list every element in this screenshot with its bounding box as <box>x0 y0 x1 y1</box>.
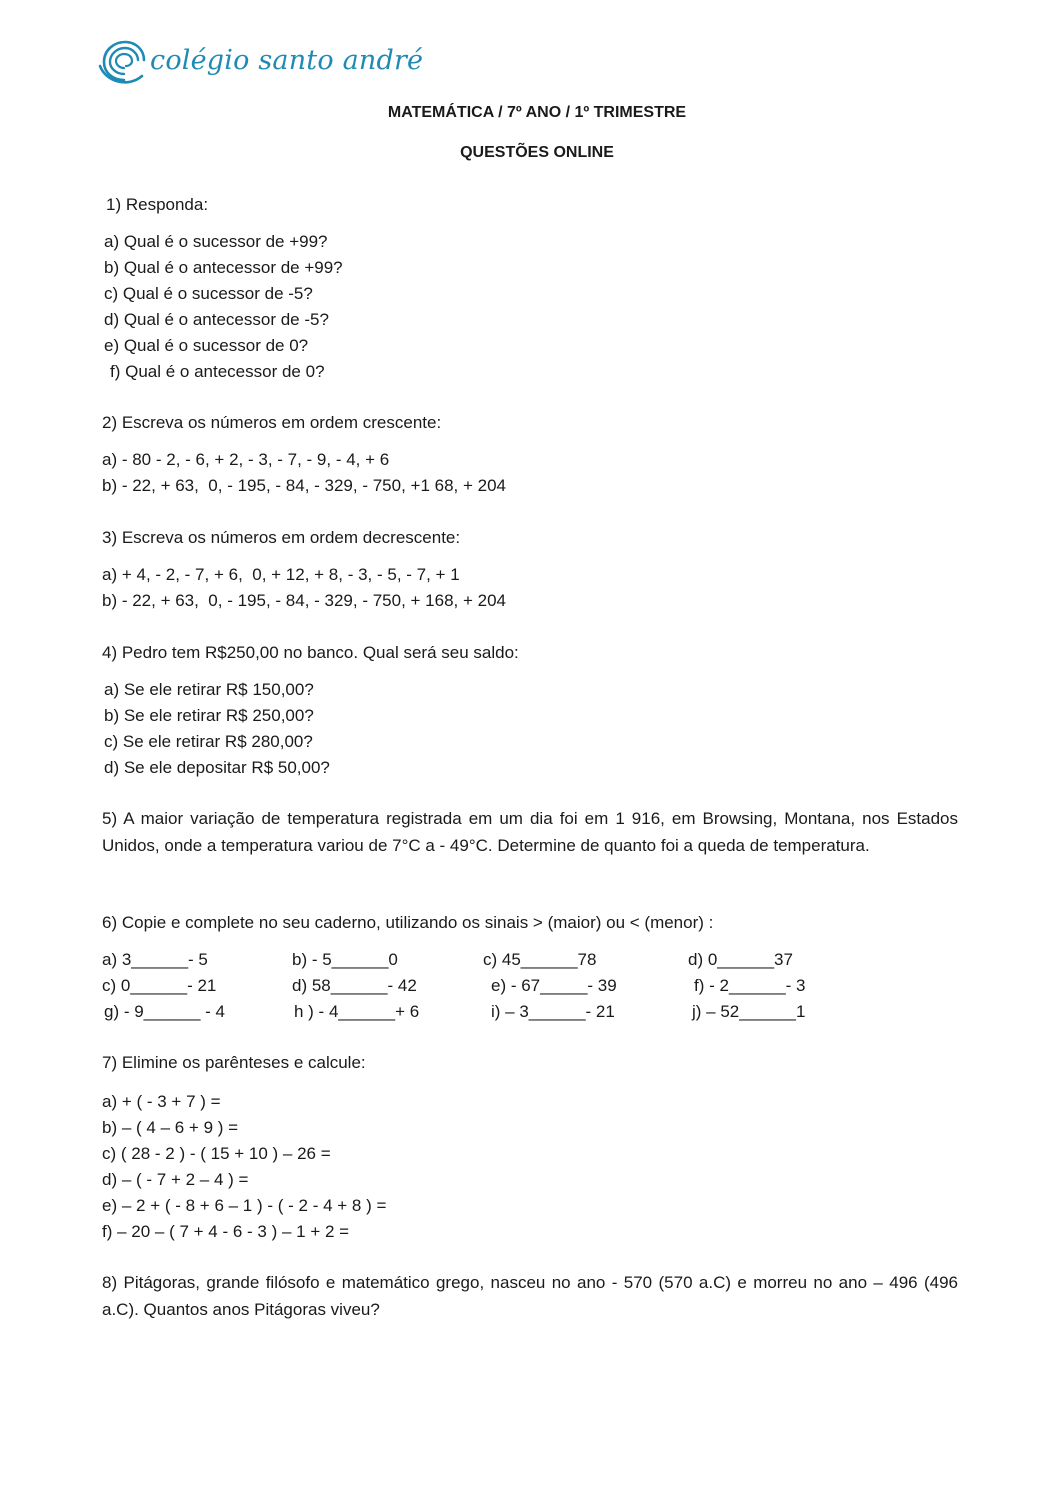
school-name: colégio santo andré <box>150 44 424 76</box>
q6-cell: f) - 2______- 3 <box>694 976 806 995</box>
q7-item-c: c) ( 28 - 2 ) - ( 15 + 10 ) – 26 = <box>102 1144 331 1163</box>
q1-item-d: d) Qual é o antecessor de -5? <box>104 310 329 329</box>
q4-item-d: d) Se ele depositar R$ 50,00? <box>104 758 330 777</box>
q6-cell: c) 0______- 21 <box>102 976 217 995</box>
q7-item-b: b) – ( 4 – 6 + 9 ) = <box>102 1118 239 1137</box>
q1-item-a: a) Qual é o sucessor de +99? <box>104 232 328 251</box>
q3-heading: 3) Escreva os números em ordem decrescente: <box>102 528 461 547</box>
spiral-logo-icon <box>98 36 150 88</box>
q3-item-a: a) + 4, - 2, - 7, + 6, 0, + 12, + 8, - 3, - 5, - 7, + 1 <box>102 565 460 584</box>
q6-heading: 6) Copie e complete no seu caderno, utilizando os sinais > (maior) ou < (menor) : <box>102 913 714 932</box>
q2-item-a: a) - 80 - 2, - 6, + 2, - 3, - 7, - 9, - 4, + 6 <box>102 450 390 469</box>
q7-item-d: d) – ( - 7 + 2 – 4 ) = <box>102 1170 249 1189</box>
q6-cell: b) - 5______0 <box>292 950 398 969</box>
q1-item-b: b) Qual é o antecessor de +99? <box>104 258 343 277</box>
q6-cell: c) 45______78 <box>483 950 597 969</box>
q2-heading: 2) Escreva os números em ordem crescente: <box>102 413 442 432</box>
q8-text: 8) Pitágoras, grande filósofo e matemático grego, nasceu no ano - 570 (570 a.C) e morreu no ano – 496 (496 a.C). Quantos anos Pitágoras viveu? <box>102 1273 958 1319</box>
q7-item-f: f) – 20 – ( 7 + 4 - 6 - 3 ) – 1 + 2 = <box>102 1222 350 1241</box>
page-subtitle: QUESTÕES ONLINE <box>460 144 614 161</box>
q6-cell: i) – 3______- 21 <box>491 1002 615 1021</box>
q6-cell: a) 3______- 5 <box>102 950 208 969</box>
q7-item-e: e) – 2 + ( - 8 + 6 – 1 ) - ( - 2 - 4 + 8 ) = <box>102 1196 387 1215</box>
q2-item-b: b) - 22, + 63, 0, - 195, - 84, - 329, - 750, +1 68, + 204 <box>102 476 507 495</box>
page-title: MATEMÁTICA / 7º ANO / 1º TRIMESTRE <box>387 104 687 121</box>
q1-item-c: c) Qual é o sucessor de -5? <box>104 284 313 303</box>
q4-heading: 4) Pedro tem R$250,00 no banco. Qual será seu saldo: <box>102 643 519 662</box>
q4-item-c: c) Se ele retirar R$ 280,00? <box>104 732 313 751</box>
q6-cell: j) – 52______1 <box>692 1002 806 1021</box>
q6-cell: d) 0______37 <box>688 950 793 969</box>
q4-item-b: b) Se ele retirar R$ 250,00? <box>104 706 314 725</box>
school-logo <box>98 36 423 88</box>
q6-cell: g) - 9______ - 4 <box>104 1002 225 1021</box>
q1-item-e: e) Qual é o sucessor de 0? <box>104 336 309 355</box>
q7-item-a: a) + ( - 3 + 7 ) = <box>102 1092 221 1111</box>
q6-cell: e) - 67_____- 39 <box>491 976 617 995</box>
q3-item-b: b) - 22, + 63, 0, - 195, - 84, - 329, - 750, + 168, + 204 <box>102 591 507 610</box>
q1-item-f: f) Qual é o antecessor de 0? <box>110 362 325 381</box>
q6-cell: h ) - 4______+ 6 <box>294 1002 420 1021</box>
q4-item-a: a) Se ele retirar R$ 150,00? <box>104 680 314 699</box>
q7-heading: 7) Elimine os parênteses e calcule: <box>102 1053 366 1072</box>
q6-cell: d) 58______- 42 <box>292 976 417 995</box>
q5-text: 5) A maior variação de temperatura registrada em um dia foi em 1 916, em Browsing, Montana, nos Estados Unidos, onde a temperatura variou de 7°C a - 49°C. Determine de quanto foi a queda de temperatura. <box>102 809 958 855</box>
q1-heading: 1) Responda: <box>106 195 209 214</box>
